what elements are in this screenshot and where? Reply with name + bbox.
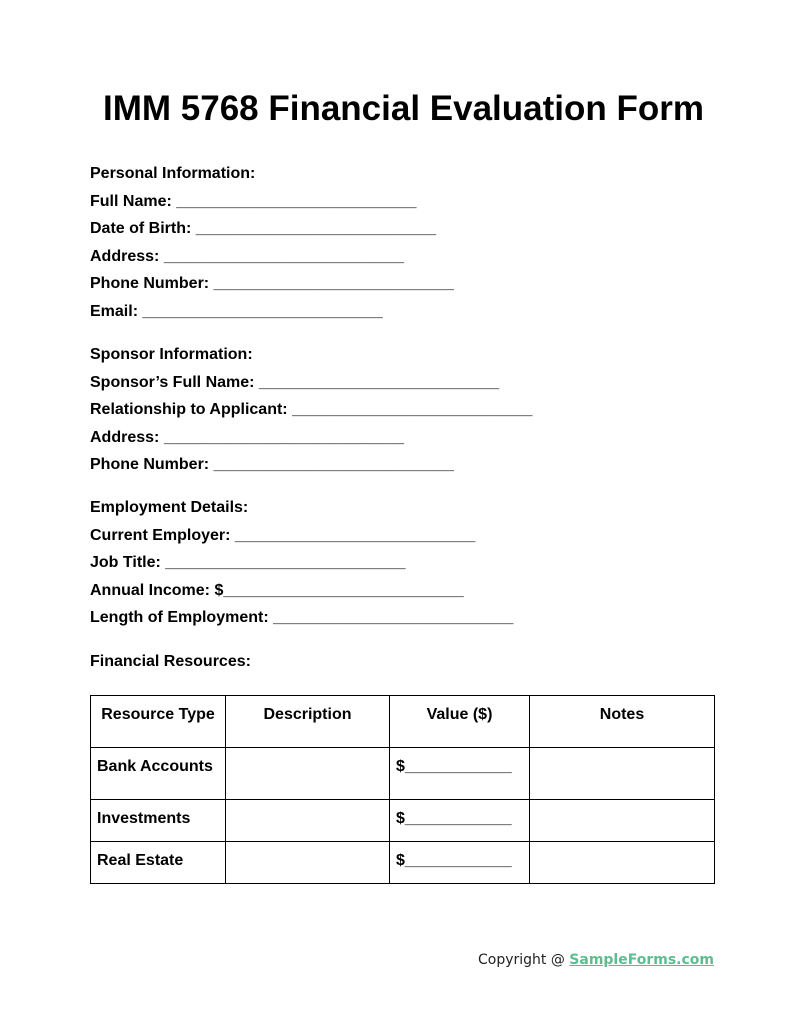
section-heading: Personal Information: [90,165,256,182]
table-row [91,748,715,800]
field-label: Current Employer: [90,526,231,544]
field-blank[interactable]: ___________________________ [176,192,417,210]
annual-income-field[interactable] [90,581,730,600]
field-label: Email: [90,302,139,320]
section-heading: Employment Details: [90,499,249,516]
length-of-employment-field[interactable] [90,608,730,627]
field-blank[interactable]: ___________________________ [142,302,383,320]
resource-type-cell: Real Estate [91,842,226,884]
column-header-description: Description [226,696,390,748]
resource-type-cell: Investments [91,800,226,842]
column-header-notes: Notes [530,696,715,748]
column-header-resource-type: Resource Type [91,696,226,748]
field-blank[interactable]: ___________________________ [223,581,464,599]
field-blank[interactable]: ___________________________ [258,373,500,391]
field-label: Relationship to Applicant: [90,401,288,418]
description-cell[interactable] [226,748,390,800]
notes-cell[interactable] [530,842,715,884]
full-name-field[interactable] [90,192,730,211]
description-cell[interactable] [226,842,390,884]
field-label: Phone Number: [90,275,210,292]
employment-details-section [90,498,730,627]
value-cell[interactable]: $____________ [390,842,530,884]
description-cell[interactable] [226,800,390,842]
field-label: Length of Employment: [90,609,269,626]
field-label: Phone Number: [90,456,210,473]
field-label: Annual Income: $ [90,581,224,599]
sponsor-phone-number-field[interactable] [90,455,730,474]
value-cell[interactable]: $____________ [390,800,530,842]
field-blank[interactable]: ___________________________ [273,609,514,626]
page-title: IMM 5768 Financial Evaluation Form [103,89,704,128]
email-field[interactable] [90,302,730,321]
financial-resources-table [90,695,715,884]
field-label: Address: [90,247,160,265]
sponsor-address-field[interactable] [90,428,730,447]
copyright-notice [478,950,714,970]
notes-cell[interactable] [530,748,715,800]
sponsor-information-section [90,345,730,474]
table-row [91,842,715,884]
field-label: Date of Birth: [90,220,192,237]
phone-number-field[interactable] [90,274,730,293]
field-blank[interactable]: ___________________________ [292,401,533,418]
sponsor-full-name-field[interactable] [90,373,730,392]
field-blank[interactable]: ___________________________ [213,456,454,473]
field-blank[interactable]: ___________________________ [213,275,454,292]
table-header-row [91,696,715,748]
financial-resources-section [90,652,730,671]
section-heading: Financial Resources: [90,653,251,670]
date-of-birth-field[interactable] [90,219,730,238]
field-label: Full Name: [90,192,172,210]
field-label: Address: [90,428,160,446]
relationship-field[interactable] [90,400,730,419]
field-blank[interactable]: ___________________________ [163,428,405,446]
field-blank[interactable]: ___________________________ [165,554,406,571]
field-blank[interactable]: ___________________________ [163,247,405,265]
personal-information-section [90,164,730,321]
job-title-field[interactable] [90,553,730,572]
column-header-value: Value ($) [390,696,530,748]
brand-link[interactable]: SampleForms.com [569,952,714,968]
value-cell[interactable]: $____________ [390,748,530,800]
current-employer-field[interactable] [90,526,730,545]
field-blank[interactable]: ___________________________ [234,526,476,544]
table-row [91,800,715,842]
section-heading: Sponsor Information: [90,346,253,363]
copyright-prefix: Copyright @ [477,952,570,968]
notes-cell[interactable] [530,800,715,842]
resource-type-cell: Bank Accounts [91,748,226,800]
field-label: Sponsor’s Full Name: [90,373,255,391]
address-field[interactable] [90,247,730,266]
field-label: Job Title: [90,554,161,571]
field-blank[interactable]: ___________________________ [195,220,437,237]
